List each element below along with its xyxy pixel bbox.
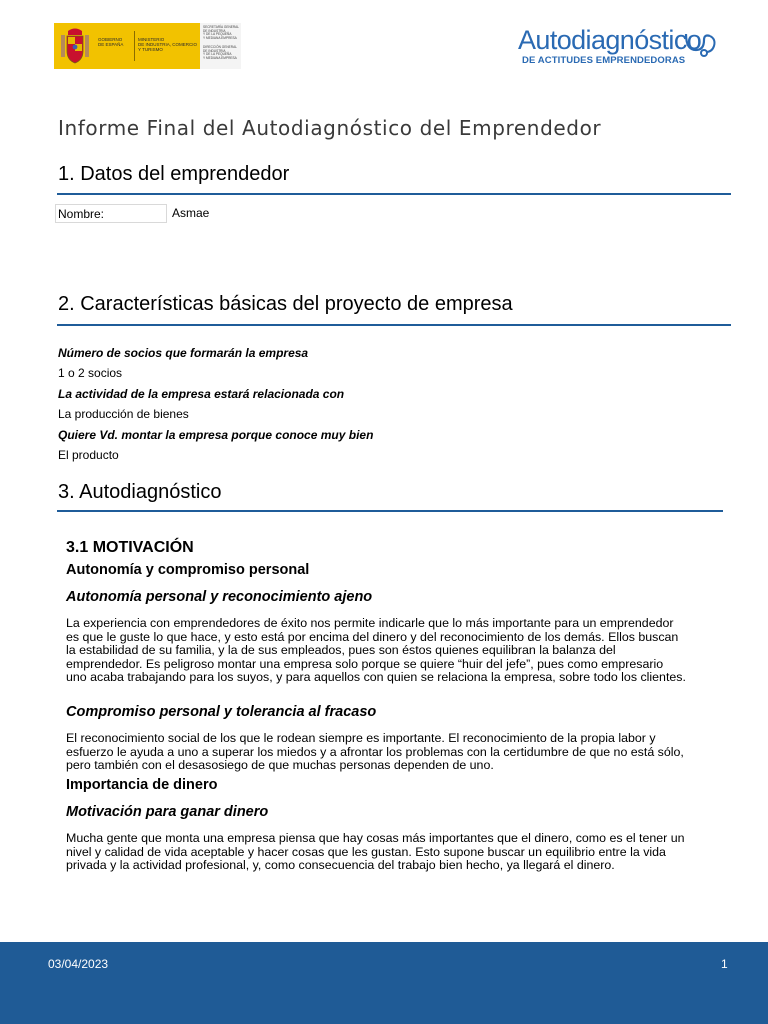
name-label: Nombre: [55, 204, 167, 223]
money-group-heading: Importancia de dinero [66, 777, 218, 793]
report-title: Informe Final del Autodiagnóstico del Emprendedor [58, 116, 602, 140]
footer-date: 03/04/2023 [48, 957, 109, 971]
section-3-heading: 3. Autodiagnóstico [58, 481, 222, 503]
money-topic-heading: Motivación para ganar dinero [66, 804, 269, 820]
question-knowledge: Quiere Vd. montar la empresa porque conoce muy bien [58, 428, 374, 442]
secretariat-name: SECRETARÍA GENERAL DE INDUSTRIA Y DE LA PEQUEÑA Y MEDIANA EMPRESA [203, 25, 240, 40]
answer-knowledge: El producto [58, 448, 119, 462]
autonomy-group-heading: Autonomía y compromiso personal [66, 562, 310, 578]
page-footer [0, 942, 768, 1024]
autonomy-topic-heading: Autonomía personal y reconocimiento ajeno [66, 589, 373, 605]
brand-subtitle: DE ACTITUDES EMPRENDEDORAS [522, 55, 686, 66]
money-paragraph: Mucha gente que monta una empresa piensa que hay cosas más importantes que el dinero, como es el tener un nivel y calidad de vida aceptable y hacer cosas que les gustan. Esto supone buscar un equilibrio entre la vida privada y la actividad profesional, y, como consecuencia del trabajo bien hecho, ya llegará el dinero. [66, 831, 685, 872]
government-logo-secretariat-panel [200, 23, 241, 69]
ministry-name: MINISTERIO DE INDUSTRIA, COMERCIO Y TURISMO [138, 37, 198, 52]
government-logo-yellow-panel [54, 23, 200, 69]
section-1-divider [57, 193, 731, 195]
page-number: 1 [721, 957, 728, 971]
section-2-divider [57, 324, 731, 326]
brand-title: Autodiagnóstico [518, 25, 702, 55]
government-name: GOBIERNO DE ESPAÑA [98, 37, 124, 47]
section-3-divider [57, 510, 723, 512]
government-logo [54, 23, 241, 69]
autodiagnostico-logo [518, 26, 718, 68]
answer-activity: La producción de bienes [58, 407, 189, 421]
section-2-heading: 2. Características básicas del proyecto de empresa [58, 293, 513, 315]
logo-divider [134, 31, 135, 61]
autonomy-paragraph: La experiencia con emprendedores de éxito nos permite indicarle que lo más importante para un emprendedor es que le guste lo que hace, y esto está por encima del dinero y del reconocimiento de los demás. Ellos buscan la estabilidad de su familia, y la de sus empleados, pues son éstos quienes equilibran la balanza del emprendedor. Es peligroso montar una empresa solo porque se quiere “huir del jefe”, pues como empresario uno acaba trabajando para los suyos, y para aquellos con quien se relaciona la empresa, sobre todo los clientes. [66, 616, 686, 684]
section-1-heading: 1. Datos del emprendedor [58, 163, 290, 185]
motivation-heading: 3.1 MOTIVACIÓN [66, 539, 194, 556]
answer-partners: 1 o 2 socios [58, 366, 123, 380]
coat-of-arms-icon [60, 27, 90, 65]
question-partners: Número de socios que formarán la empresa [58, 346, 309, 360]
commitment-topic-heading: Compromiso personal y tolerancia al fracaso [66, 704, 377, 720]
question-activity: La actividad de la empresa estará relacionada con [58, 387, 345, 401]
stethoscope-icon [680, 30, 720, 60]
commitment-paragraph: El reconocimiento social de los que le rodean siempre es importante. El reconocimiento de la propia labor y esfuerzo le ayuda a uno a superar los miedos y a afrontar los problemas con la certidumbre de que no está sólo, pero también con el desasosiego de que muchas personas dependen de uno. [66, 731, 684, 772]
directorate-name: DIRECCIÓN GENERAL DE INDUSTRIA Y DE LA PEQUEÑA Y MEDIANA EMPRESA [203, 45, 238, 60]
name-value: Asmae [172, 206, 210, 220]
